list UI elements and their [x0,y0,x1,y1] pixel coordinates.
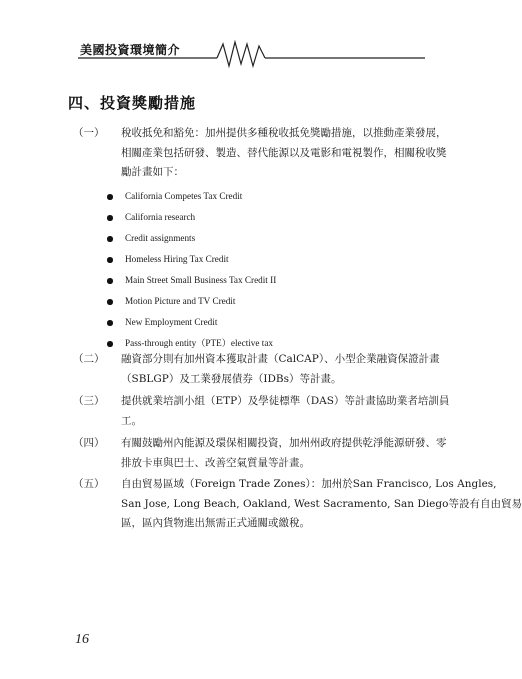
bullet-icon [107,341,113,347]
bullet-icon [107,278,113,284]
item-label: （五） [73,478,105,490]
list-item: New Employment Credit [105,312,425,333]
item-line: 自由貿易區域（Foreign Trade Zones）：加州於San Francisco, Los Angles, [121,478,497,490]
item-line: 有關鼓勵州內能源及環保相關投資，加州州政府提供乾淨能源研發、零 [121,437,447,449]
item-5 [73,475,522,534]
list-item: Motion Picture and TV Credit [105,291,425,312]
item-line: 稅收抵免和豁免：加州提供多種稅收抵免獎勵措施，以推動產業發展， [121,127,447,139]
list-item: Homeless Hiring Tax Credit [105,249,425,270]
item-line: 勵計畫如下： [121,166,184,178]
bullet-icon [107,320,113,326]
item-label: （四） [73,437,105,449]
list-item: Credit assignments [105,228,425,249]
item-line: 相關產業包括研發、製造、替代能源以及電影和電視製作，相關稅收獎 [121,146,447,159]
item-line: 排放卡車與巴士、改善空氣質量等計畫。 [121,456,310,469]
bullet-icon [107,194,113,200]
item-4 [73,434,447,473]
item-2 [73,350,440,389]
item-line: 融資部分則有加州資本獲取計畫（CalCAP）、小型企業融資保證計畫 [121,353,440,365]
item-label: （二） [73,353,105,365]
page-number: 16 [75,632,89,647]
header-title: 美國投資環境簡介 [80,43,181,57]
list-item: California research [105,207,425,228]
tax-credit-list [105,186,425,354]
item-label: （三） [73,395,105,407]
bullet-icon [107,215,113,221]
bullet-icon [107,299,113,305]
item-line: San Jose, Long Beach, Oakland, West Sacramento, San Diego等設有自由貿易 [121,497,522,510]
item-line: 工。 [121,414,142,427]
item-line: （SBLGP）及工業發展債券（IDBs）等計畫。 [121,372,342,385]
item-3 [73,392,450,431]
list-item: California Competes Tax Credit [105,186,425,207]
list-item: Pass-through entity（PTE）elective tax [105,333,425,354]
item-line: 提供就業培訓小組（ETP）及學徒標準（DAS）等計畫協助業者培訓員 [121,395,450,407]
item-1 [73,124,447,183]
bullet-icon [107,236,113,242]
section-title: 四、投資獎勵措施 [68,94,197,112]
bullet-icon [107,257,113,263]
header-heartbeat-line [0,0,480,70]
item-label: （一） [73,127,105,139]
item-line: 區，區內貨物進出無需正式通關或繳稅。 [121,517,310,529]
page-header [0,0,480,70]
list-item: Main Street Small Business Tax Credit II [105,270,425,291]
